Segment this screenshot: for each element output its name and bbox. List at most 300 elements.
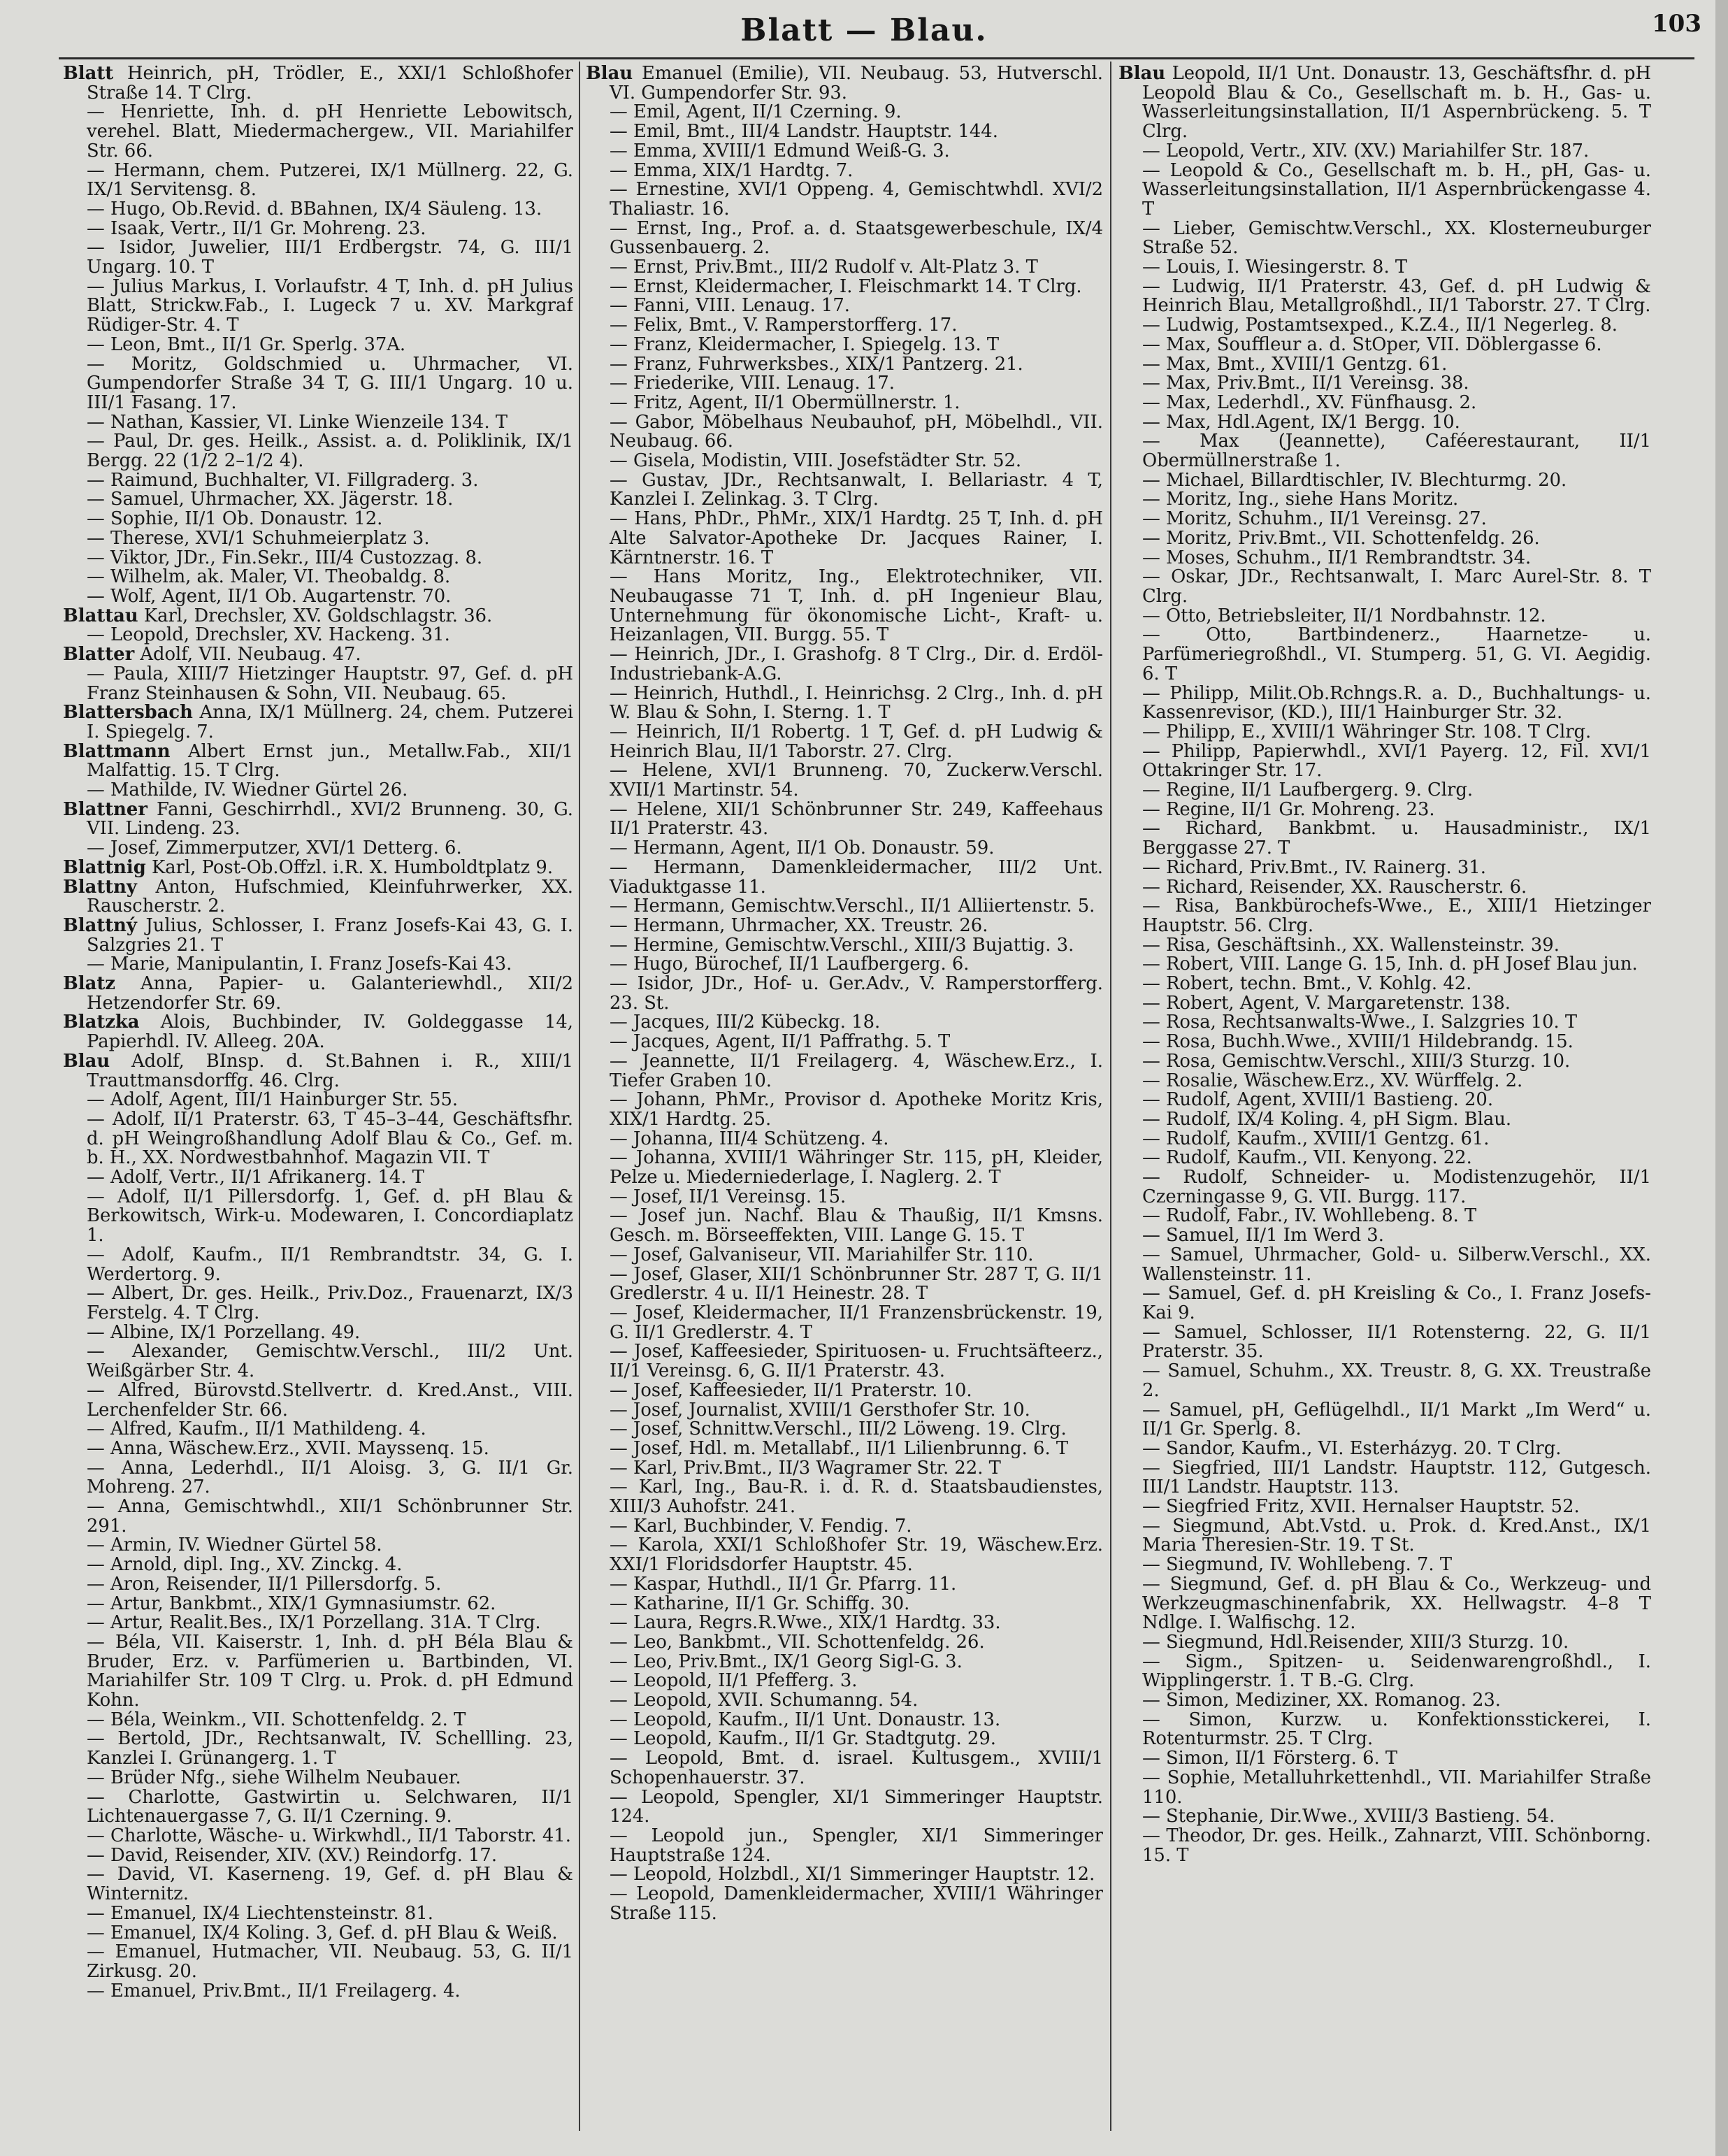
page-header-title: Blatt — Blau. bbox=[740, 13, 988, 48]
directory-entry bbox=[1118, 1497, 1651, 1517]
directory-entry bbox=[586, 452, 1103, 471]
entry-text: Emanuel, Hutmacher, VII. Neubaug. 53, G. II/1 Zirkusg. 20. bbox=[87, 1941, 573, 1982]
surname-heading: Blau bbox=[586, 64, 633, 84]
entry-text: Otto, Betriebsleiter, II/1 Nordbahnstr. 12. bbox=[1166, 605, 1546, 626]
directory-entry bbox=[586, 1711, 1103, 1730]
entry-text: Hugo, Ob.Revid. d. BBahnen, IX/4 Säuleng. 13. bbox=[110, 198, 542, 220]
entry-text: Emil, Agent, II/1 Czerning. 9. bbox=[633, 101, 902, 123]
entry-text: Raimund, Buchhalter, VI. Fillgraderg. 3. bbox=[110, 469, 479, 491]
directory-entry bbox=[1118, 510, 1651, 529]
directory-entry bbox=[63, 1052, 573, 1091]
directory-entry bbox=[1118, 471, 1651, 491]
entry-text: Leopold & Co., Gesellschaft m. b. H., pH, Gas- u. Wasserleitungsinstallation, II/1 Aspernbrückengasse 4. T bbox=[1142, 159, 1651, 220]
directory-entry bbox=[63, 355, 573, 413]
entry-text: Kaspar, Huthdl., II/1 Gr. Pfarrg. 11. bbox=[633, 1573, 957, 1595]
directory-entry bbox=[586, 975, 1103, 1013]
entry-text: Robert, techn. Bmt., V. Kohlg. 42. bbox=[1166, 973, 1472, 995]
surname-heading: Blau bbox=[63, 1050, 110, 1072]
directory-entry bbox=[1118, 275, 1651, 317]
entry-text: Emma, XIX/1 Hardtg. 7. bbox=[633, 159, 854, 181]
surname-heading: Blattau bbox=[63, 605, 138, 626]
directory-entry bbox=[63, 1555, 573, 1575]
entry-text: Rosa, Rechtsanwalts-Wwe., I. Salzgries 10. T bbox=[1166, 1012, 1578, 1033]
directory-entry bbox=[586, 1304, 1103, 1342]
entry-text: Simon, Mediziner, XX. Romanog. 23. bbox=[1166, 1690, 1502, 1711]
directory-entry bbox=[586, 723, 1103, 761]
entry-text: Béla, Weinkm., VII. Schottenfeldg. 2. T bbox=[110, 1709, 466, 1730]
directory-entry bbox=[586, 761, 1103, 800]
directory-entry bbox=[1118, 1323, 1651, 1362]
directory-entry bbox=[586, 1459, 1103, 1479]
entry-text: Siegmund, Abt.Vstd. u. Prok. d. Kred.Anst., IX/1 Maria Theresien-Str. 19. T St. bbox=[1142, 1515, 1651, 1556]
entry-text: Emanuel, IX/4 Koling. 3, Gef. d. pH Blau & Weiß. bbox=[110, 1922, 558, 1943]
directory-entry bbox=[586, 374, 1103, 394]
entry-text: Anna, IX/1 Müllnerg. 24, chem. Putzerei I. Spiegelg. 7. bbox=[87, 702, 573, 742]
directory-entry bbox=[63, 471, 573, 491]
directory-entry bbox=[586, 275, 1103, 297]
entry-text: Bertold, JDr., Rechtsanwalt, IV. Schellling. 23, Kanzlei I. Grünangerg. 1. T bbox=[87, 1728, 573, 1769]
directory-entry bbox=[63, 200, 573, 220]
entry-text: Karl, Ing., Bau-R. i. d. R. d. Staatsbaudienstes, XIII/3 Auhofstr. 241. bbox=[610, 1476, 1103, 1518]
entry-text: Samuel, pH, Geflügelhdl., II/1 Markt „Im Werd“ u. II/1 Gr. Sperlg. 8. bbox=[1142, 1399, 1651, 1440]
entry-text: Gabor, Möbelhaus Neubauhof, pH, Möbelhdl., VII. Neubaug. 66. bbox=[610, 411, 1103, 452]
entry-text: Fanni, VIII. Lenaug. 17. bbox=[633, 295, 850, 317]
directory-entry bbox=[1118, 1691, 1651, 1711]
entry-text: Samuel, Uhrmacher, XX. Jägerstr. 18. bbox=[110, 489, 454, 510]
directory-entry bbox=[1118, 1110, 1651, 1130]
entry-text: Sophie, Metalluhrkettenhdl., VII. Mariahilfer Straße 110. bbox=[1142, 1767, 1651, 1808]
directory-entry bbox=[1118, 858, 1651, 878]
entry-text: Anna, Lederhdl., II/1 Aloisg. 3, G. II/1 Gr. Mohreng. 27. bbox=[87, 1457, 573, 1498]
entry-text: Alexander, Gemischtw.Verschl., III/2 Unt. Weißgärber Str. 4. bbox=[87, 1341, 573, 1382]
directory-entry bbox=[63, 161, 573, 200]
directory-entry bbox=[1118, 217, 1651, 259]
entry-text: Regine, II/1 Gr. Mohreng. 23. bbox=[1166, 798, 1435, 820]
entry-text: Siegfried Fritz, XVII. Hernalser Hauptstr. 52. bbox=[1166, 1496, 1580, 1518]
entry-text: Henriette, Inh. d. pH Henriette Lebowitsch, verehel. Blatt, Miedermachergew., VII. Mariahilfer Str. 66. bbox=[87, 101, 573, 161]
entry-text: Franz, Kleidermacher, I. Spiegelg. 13. T bbox=[633, 333, 1000, 355]
directory-entry bbox=[586, 1517, 1103, 1537]
directory-entry bbox=[586, 955, 1103, 975]
surname-heading: Blattner bbox=[63, 798, 147, 820]
directory-entry bbox=[63, 1013, 573, 1051]
entry-text: Josef, II/1 Vereinsg. 15. bbox=[633, 1186, 847, 1207]
directory-entry bbox=[1118, 161, 1651, 220]
directory-entry bbox=[63, 1633, 573, 1711]
entry-text: Hermann, Damenkleidermacher, III/2 Unt. Viaduktgasse 11. bbox=[610, 856, 1103, 898]
entry-text: Jacques, Agent, II/1 Paffrathg. 5. T bbox=[633, 1031, 951, 1053]
directory-entry bbox=[586, 1439, 1103, 1459]
entry-text: Emanuel, IX/4 Liechtensteinstr. 81. bbox=[110, 1902, 433, 1924]
entry-text: Karl, Priv.Bmt., II/3 Wagramer Str. 22. T bbox=[633, 1457, 1001, 1479]
entry-text: Max (Jeannette), Caféerestaurant, II/1 Obermüllnerstraße 1. bbox=[1142, 431, 1651, 472]
entry-text: Risa, Geschäftsinh., XX. Wallensteinstr. 39. bbox=[1166, 934, 1560, 956]
entry-text: Siegmund, IV. Wohllebeng. 7. T bbox=[1166, 1554, 1453, 1576]
directory-entry bbox=[63, 1904, 573, 1924]
directory-entry bbox=[1118, 258, 1651, 278]
directory-entry bbox=[63, 1865, 573, 1904]
directory-entry bbox=[586, 355, 1103, 375]
entry-text: Emil, Bmt., III/4 Landstr. Hauptstr. 144. bbox=[633, 121, 998, 143]
entry-text: Hermine, Gemischtw.Verschl., XIII/3 Bujattig. 3. bbox=[633, 934, 1074, 956]
directory-entry bbox=[63, 955, 573, 975]
entry-text: Heinrich, pH, Trödler, E., XXI/1 Schloßhofer Straße 14. T Clrg. bbox=[87, 64, 573, 103]
entry-text: Moritz, Priv.Bmt., VII. Schottenfeldg. 26. bbox=[1166, 527, 1540, 549]
directory-entry bbox=[586, 1149, 1103, 1187]
directory-entry bbox=[586, 1633, 1103, 1653]
entry-text: Wolf, Agent, II/1 Ob. Augartenstr. 70. bbox=[110, 585, 452, 607]
directory-entry bbox=[586, 936, 1103, 956]
entry-text: Regine, II/1 Laufbergerg. 9. Clrg. bbox=[1166, 779, 1474, 801]
directory-entry bbox=[1118, 1711, 1651, 1749]
directory-entry bbox=[1118, 1575, 1651, 1633]
directory-entry bbox=[63, 1284, 573, 1323]
entry-text: Samuel, II/1 Im Werd 3. bbox=[1166, 1225, 1384, 1246]
directory-entry bbox=[586, 316, 1103, 336]
directory-entry bbox=[1118, 1807, 1651, 1827]
directory-entry bbox=[63, 432, 573, 470]
entry-text: Leopold, II/1 Pfefferg. 3. bbox=[633, 1670, 858, 1692]
directory-entry bbox=[586, 1827, 1103, 1865]
directory-entry bbox=[63, 645, 573, 665]
entry-text: Leopold, Bmt. d. israel. Kultusgem., XVIII/1 Schopenhauerstr. 37. bbox=[610, 1748, 1103, 1788]
entry-text: Adolf, II/1 Pillersdorfg. 1, Gef. d. pH Blau & Berkowitsch, Wirk-u. Modewaren, I. Concordiaplatz 1. bbox=[87, 1186, 573, 1246]
directory-entry bbox=[1118, 1013, 1651, 1033]
entry-text: Helene, XII/1 Schönbrunner Str. 249, Kaffeehaus II/1 Praterstr. 43. bbox=[610, 798, 1103, 840]
directory-entry bbox=[586, 1265, 1103, 1304]
directory-entry bbox=[63, 1323, 573, 1343]
directory-entry bbox=[1118, 64, 1651, 142]
directory-entry bbox=[63, 781, 573, 800]
directory-entry bbox=[63, 1827, 573, 1846]
entry-text: Katharine, II/1 Gr. Schiffg. 30. bbox=[633, 1593, 910, 1614]
entry-text: Max, Bmt., XVIII/1 Gentzg. 61. bbox=[1166, 353, 1448, 375]
entry-text: Moses, Schuhm., II/1 Rembrandtstr. 34. bbox=[1166, 547, 1532, 568]
entry-text: Emma, XVIII/1 Edmund Weiß-G. 3. bbox=[633, 140, 950, 161]
directory-entry bbox=[63, 1381, 573, 1420]
entry-text: Leopold, Vertr., XIV. (XV.) Mariahilfer Str. 187. bbox=[1166, 140, 1590, 161]
directory-entry bbox=[586, 568, 1103, 645]
entry-text: Rudolf, IX/4 Koling. 4, pH Sigm. Blau. bbox=[1166, 1108, 1512, 1130]
entry-text: Alfred, Bürovstd.Stellvertr. d. Kred.Anst., VIII. Lerchenfelder Str. 66. bbox=[87, 1379, 573, 1421]
directory-entry bbox=[63, 510, 573, 529]
entry-text: Ernestine, XVI/1 Oppeng. 4, Gemischtwhdl. XVI/2 Thaliastr. 16. bbox=[610, 179, 1103, 220]
directory-entry bbox=[586, 217, 1103, 259]
directory-entry bbox=[586, 1013, 1103, 1033]
directory-entry bbox=[63, 568, 573, 587]
directory-entry bbox=[1118, 1246, 1651, 1284]
entry-text: Paula, XIII/7 Hietzinger Hauptstr. 97, Gef. d. pH Franz Steinhausen & Sohn, VII. Neubaug. 65. bbox=[87, 663, 573, 704]
directory-entry bbox=[586, 1885, 1103, 1923]
directory-entry bbox=[1118, 1052, 1651, 1072]
entry-text: Adolf, Vertr., II/1 Afrikanerg. 14. T bbox=[110, 1167, 424, 1188]
entry-text: Friederike, VIII. Lenaug. 17. bbox=[633, 373, 895, 394]
entry-text: Anton, Hufschmied, Kleinfuhrwerker, XX. Rauscherstr. 2. bbox=[87, 876, 573, 917]
directory-entry bbox=[586, 258, 1103, 278]
entry-text: Ludwig, II/1 Praterstr. 43, Gef. d. pH Ludwig & Heinrich Blau, Metallgroßhdl., II/1 Taborstr. 27. T Clrg. bbox=[1142, 275, 1651, 317]
directory-entry bbox=[63, 1575, 573, 1595]
entry-text: Emanuel, Priv.Bmt., II/1 Freilagerg. 4. bbox=[110, 1980, 461, 2002]
directory-entry bbox=[63, 1711, 573, 1730]
entry-text: David, VI. Kaserneng. 19, Gef. d. pH Blau & Winternitz. bbox=[87, 1864, 573, 1905]
directory-entry bbox=[63, 665, 573, 703]
entry-text: Artur, Realit.Bes., IX/1 Porzellang. 31A. T Clrg. bbox=[110, 1612, 541, 1634]
surname-heading: Blau bbox=[1118, 64, 1166, 84]
entry-text: Josef, Galvaniseur, VII. Mariahilfer Str. 110. bbox=[633, 1244, 1034, 1265]
directory-entry bbox=[1118, 819, 1651, 858]
directory-entry bbox=[586, 1130, 1103, 1149]
entry-text: Fanni, Geschirrhdl., XVI/2 Brunneng. 30, G. VII. Lindeng. 23. bbox=[87, 798, 573, 840]
directory-entry bbox=[586, 64, 1103, 103]
directory-entry bbox=[63, 529, 573, 549]
directory-entry bbox=[586, 161, 1103, 181]
directory-entry bbox=[63, 1246, 573, 1284]
directory-entry bbox=[63, 217, 573, 239]
entry-text: Albine, IX/1 Porzellang. 49. bbox=[110, 1321, 361, 1343]
directory-entry bbox=[63, 413, 573, 433]
directory-entry bbox=[1118, 568, 1651, 606]
directory-entry bbox=[586, 1188, 1103, 1207]
directory-entry bbox=[63, 742, 573, 781]
entry-text: Josef, Glaser, XII/1 Schönbrunner Str. 287 T, G. II/1 Gredlerstr. 4 u. II/1 Heinestr. 28. T bbox=[610, 1263, 1103, 1305]
entry-text: Artur, Bankbmt., XIX/1 Gymnasiumstr. 62. bbox=[110, 1593, 496, 1614]
entry-text: Johann, PhMr., Provisor d. Apotheke Moritz Kris, XIX/1 Hardtg. 25. bbox=[610, 1089, 1103, 1130]
directory-entry bbox=[586, 1381, 1103, 1401]
directory-entry bbox=[63, 607, 573, 626]
entry-text: Viktor, JDr., Fin.Sekr., III/4 Custozzag. 8. bbox=[110, 547, 483, 568]
directory-entry bbox=[1118, 1362, 1651, 1400]
entry-text: Siegfried, III/1 Landstr. Hauptstr. 112, Gutgesch. III/1 Landstr. Hauptstr. 113. bbox=[1142, 1457, 1651, 1498]
directory-entry bbox=[63, 238, 573, 277]
directory-entry bbox=[586, 333, 1103, 355]
entry-text: Josef, Kaffeesieder, Spirituosen- u. Fruchtsäfteerz., II/1 Vereinsg. 6, G. II/1 Praterstr. 43. bbox=[610, 1341, 1103, 1382]
entry-text: Isidor, Juwelier, III/1 Erdbergstr. 74, G. III/1 Ungarg. 10. T bbox=[87, 237, 573, 278]
entry-text: Leopold, II/1 Unt. Donaustr. 13, Geschäftsfhr. d. pH Leopold Blau & Co., Gesellschaft m. b. H., Gas- u. Wasserleitungsinstallation, II/1 Aspernbrückeng. 5. T Clrg. bbox=[1142, 64, 1651, 143]
directory-entry bbox=[1118, 1653, 1651, 1691]
directory-entry bbox=[1118, 684, 1651, 723]
directory-entry bbox=[1118, 1091, 1651, 1110]
entry-text: Hermann, chem. Putzerei, IX/1 Müllnerg. 22, G. IX/1 Servitensg. 8. bbox=[87, 159, 573, 201]
directory-entry bbox=[63, 1614, 573, 1633]
entry-text: Max, Souffleur a. d. StOper, VII. Döblergasse 6. bbox=[1166, 333, 1602, 355]
entry-text: Aron, Reisender, II/1 Pillersdorfg. 5. bbox=[110, 1573, 442, 1595]
entry-text: Ernst, Kleidermacher, I. Fleischmarkt 14. T Clrg. bbox=[633, 275, 1082, 297]
directory-entry bbox=[1118, 1517, 1651, 1555]
entry-text: Nathan, Kassier, VI. Linke Wienzeile 134. T bbox=[110, 411, 508, 433]
directory-entry bbox=[1118, 391, 1651, 413]
entry-text: Adolf, Kaufm., II/1 Rembrandtstr. 34, G. I. Werdertorg. 9. bbox=[87, 1244, 573, 1285]
entry-text: Leon, Bmt., II/1 Gr. Sperlg. 37A. bbox=[110, 333, 406, 355]
directory-entry bbox=[1118, 607, 1651, 626]
directory-entry bbox=[1118, 413, 1651, 433]
directory-entry bbox=[1118, 490, 1651, 510]
entry-text: Albert Ernst jun., Metallw.Fab., XII/1 Malfattig. 15. T Clrg. bbox=[87, 740, 573, 782]
entry-text: Johanna, XVIII/1 Währinger Str. 115, pH, Kleider, Pelze u. Miederniederlage, I. Naglerg. 2. T bbox=[610, 1147, 1103, 1188]
directory-entry bbox=[1118, 1207, 1651, 1226]
directory-entry bbox=[63, 1168, 573, 1188]
directory-entry bbox=[63, 1769, 573, 1788]
entry-text: Adolf, Agent, III/1 Hainburger Str. 55. bbox=[110, 1089, 459, 1111]
directory-entry bbox=[63, 1439, 573, 1459]
entry-text: Hans, PhDr., PhMr., XIX/1 Hardtg. 25 T, Inh. d. pH Alte Salvator-Apotheke Dr. Jacques Rainer, I. Kärntnerstr. 16. T bbox=[610, 508, 1103, 568]
directory-entry bbox=[586, 1691, 1103, 1711]
entry-text: Richard, Priv.Bmt., IV. Rainerg. 31. bbox=[1166, 856, 1486, 878]
directory-entry bbox=[586, 296, 1103, 316]
directory-entry bbox=[1118, 142, 1651, 161]
directory-entry bbox=[1118, 800, 1651, 820]
entry-text: Leopold jun., Spengler, XI/1 Simmeringer Hauptstraße 124. bbox=[610, 1825, 1103, 1866]
directory-entry bbox=[1118, 975, 1651, 994]
directory-entry bbox=[1118, 1769, 1651, 1807]
directory-entry bbox=[63, 1188, 573, 1246]
directory-entry bbox=[1118, 742, 1651, 781]
directory-entry bbox=[1118, 374, 1651, 394]
directory-entry bbox=[586, 1865, 1103, 1885]
directory-entry bbox=[1118, 1284, 1651, 1323]
directory-entry bbox=[63, 549, 573, 568]
entry-text: Moritz, Goldschmied u. Uhrmacher, VI. Gumpendorfer Straße 34 T, G. III/1 Ungarg. 10 u. III/1 Fasang. 17. bbox=[87, 353, 573, 413]
entry-text: Leopold, Kaufm., II/1 Unt. Donaustr. 13. bbox=[633, 1709, 1001, 1730]
entry-text: Johanna, III/4 Schützeng. 4. bbox=[633, 1128, 889, 1149]
entry-text: Adolf, VII. Neubaug. 47. bbox=[140, 644, 361, 666]
entry-text: Lieber, Gemischtw.Verschl., XX. Klosterneuburger Straße 52. bbox=[1142, 217, 1651, 259]
entry-text: Josef, Kaffeesieder, II/1 Praterstr. 10. bbox=[633, 1379, 972, 1401]
directory-entry bbox=[1118, 1633, 1651, 1653]
entry-text: Albert, Dr. ges. Heilk., Priv.Doz., Frauenarzt, IX/3 Ferstelg. 4. T Clrg. bbox=[87, 1283, 573, 1323]
directory-entry bbox=[1118, 1226, 1651, 1246]
entry-text: Richard, Bankbmt. u. Hausadministr., IX/1 Berggasse 27. T bbox=[1142, 818, 1651, 859]
entry-text: Josef jun. Nachf. Blau & Thaußig, II/1 Kmsns. Gesch. m. Börseeffekten, VIII. Lange G. 15. T bbox=[610, 1205, 1103, 1246]
entry-text: Richard, Reisender, XX. Rauscherstr. 6. bbox=[1166, 876, 1527, 898]
entry-text: Leopold, Drechsler, XV. Hackeng. 31. bbox=[110, 624, 450, 646]
directory-entry bbox=[63, 878, 573, 917]
page-number: 103 bbox=[1652, 10, 1701, 38]
entry-text: Sandor, Kaufm., VI. Esterházyg. 20. T Clrg. bbox=[1166, 1437, 1562, 1459]
directory-entry bbox=[1118, 1130, 1651, 1149]
directory-entry bbox=[63, 103, 573, 161]
entry-text: David, Reisender, XIV. (XV.) Reindorfg. 17. bbox=[110, 1844, 498, 1866]
entry-text: Louis, I. Wiesingerstr. 8. T bbox=[1166, 257, 1408, 278]
entry-text: Rosa, Buchh.Wwe., XVIII/1 Hildebrandg. 15. bbox=[1166, 1031, 1574, 1053]
directory-entry bbox=[586, 1536, 1103, 1574]
entry-text: Jeannette, II/1 Freilagerg. 4, Wäschew.Erz., I. Tiefer Graben 10. bbox=[610, 1050, 1103, 1091]
entry-text: Rudolf, Kaufm., XVIII/1 Gentzg. 61. bbox=[1166, 1128, 1490, 1149]
directory-entry bbox=[586, 839, 1103, 858]
directory-entry bbox=[586, 510, 1103, 568]
directory-entry bbox=[1118, 878, 1651, 898]
directory-entry bbox=[586, 471, 1103, 510]
surname-heading: Blattny bbox=[63, 876, 137, 898]
directory-entry bbox=[63, 1846, 573, 1866]
directory-entry bbox=[1118, 355, 1651, 375]
directory-entry bbox=[63, 800, 573, 839]
directory-entry bbox=[586, 1749, 1103, 1788]
entry-text: Simon, Kurzw. u. Konfektionsstickerei, I. Rotenturmstr. 25. T Clrg. bbox=[1142, 1709, 1651, 1750]
column-2 bbox=[586, 64, 1103, 2134]
directory-entry bbox=[586, 858, 1103, 897]
directory-entry bbox=[586, 391, 1103, 413]
directory-entry bbox=[586, 1653, 1103, 1672]
entry-text: Hugo, Bürochef, II/1 Laufbergerg. 6. bbox=[633, 954, 970, 975]
directory-entry bbox=[1118, 1459, 1651, 1497]
directory-entry bbox=[586, 684, 1103, 723]
entry-text: Philipp, E., XVIII/1 Währinger Str. 108. T Clrg. bbox=[1166, 721, 1592, 742]
entry-text: Béla, VII. Kaiserstr. 1, Inh. d. pH Béla Blau & Bruder, Erz. v. Parfümerien u. Bartbinden, VI. Mariahilfer Str. 109 T Clrg. u. Prok. d. pH Edmund Kohn. bbox=[87, 1631, 573, 1711]
directory-entry bbox=[1118, 549, 1651, 568]
entry-text: Fritz, Agent, II/1 Obermüllnerstr. 1. bbox=[633, 391, 960, 413]
entry-text: Heinrich, II/1 Robertg. 1 T, Gef. d. pH Ludwig & Heinrich Blau, II/1 Taborstr. 27. Clrg. bbox=[610, 721, 1103, 762]
directory-entry bbox=[63, 1110, 573, 1168]
directory-entry bbox=[63, 275, 573, 336]
entry-text: Max, Lederhdl., XV. Fünfhausg. 2. bbox=[1166, 391, 1477, 413]
directory-entry bbox=[1118, 955, 1651, 975]
entry-text: Heinrich, Huthdl., I. Heinrichsg. 2 Clrg., Inh. d. pH W. Blau & Sohn, I. Sterng. 1. T bbox=[610, 682, 1103, 724]
directory-entry bbox=[586, 1730, 1103, 1749]
surname-heading: Blatt bbox=[63, 64, 114, 84]
directory-entry bbox=[586, 122, 1103, 142]
entry-text: Simon, II/1 Försterg. 6. T bbox=[1166, 1748, 1398, 1769]
directory-entry bbox=[586, 1595, 1103, 1614]
entry-text: Charlotte, Wäsche- u. Wirkwhdl., II/1 Taborstr. 41. bbox=[110, 1825, 571, 1846]
entry-text: Hermann, Agent, II/1 Ob. Donaustr. 59. bbox=[633, 838, 995, 859]
entry-text: Felix, Bmt., V. Ramperstorfferg. 17. bbox=[633, 315, 958, 336]
directory-entry bbox=[586, 1033, 1103, 1052]
surname-heading: Blatzka bbox=[63, 1012, 140, 1033]
directory-entry bbox=[63, 1091, 573, 1110]
surname-heading: Blattnig bbox=[63, 856, 146, 878]
entry-text: Robert, Agent, V. Margaretenstr. 138. bbox=[1166, 992, 1511, 1014]
page-edge-shadow bbox=[1715, 0, 1728, 2156]
entry-text: Adolf, II/1 Praterstr. 63, T 45–3–44, Geschäftsfhr. d. pH Weingroßhandlung Adolf Blau & Co., Gef. m. b. H., XX. Nordwestbahnhof. Magazin VII. T bbox=[87, 1108, 573, 1169]
directory-entry bbox=[1118, 1072, 1651, 1091]
directory-entry bbox=[586, 645, 1103, 684]
entry-text: Heinrich, JDr., I. Grashofg. 8 T Clrg., Dir. d. Erdöl-Industriebank-A.G. bbox=[610, 644, 1103, 684]
entry-text: Rosa, Gemischtw.Verschl., XIII/3 Sturzg. 10. bbox=[1166, 1050, 1571, 1072]
column-divider bbox=[1110, 62, 1111, 2131]
entry-text: Samuel, Schlosser, II/1 Rotensterng. 22, G. II/1 Praterstr. 35. bbox=[1142, 1321, 1651, 1363]
entry-text: Otto, Bartbindenerz., Haarnetze- u. Parfümeriegroßhdl., VI. Stumperg. 51, G. VI. Aegidig. 6. T bbox=[1142, 624, 1651, 684]
entry-text: Sophie, II/1 Ob. Donaustr. 12. bbox=[110, 508, 383, 530]
directory-entry bbox=[63, 1730, 573, 1768]
entry-text: Jacques, III/2 Kübeckg. 18. bbox=[633, 1012, 881, 1033]
entry-text: Leo, Priv.Bmt., IX/1 Georg Sigl-G. 3. bbox=[633, 1651, 963, 1672]
entry-text: Isaak, Vertr., II/1 Gr. Mohreng. 23. bbox=[110, 217, 426, 239]
directory-entry bbox=[586, 1672, 1103, 1691]
entry-text: Leopold, XVII. Schumanng. 54. bbox=[633, 1690, 919, 1711]
entry-text: Josef, Kleidermacher, II/1 Franzensbrückenstr. 19, G. II/1 Gredlerstr. 4. T bbox=[610, 1302, 1103, 1343]
entry-text: Karl, Post-Ob.Offzl. i.R. X. Humboldtplatz 9. bbox=[151, 856, 554, 878]
directory-entry bbox=[586, 897, 1103, 917]
surname-heading: Blattný bbox=[63, 914, 137, 936]
entry-text: Anna, Wäschew.Erz., XVII. Mayssenq. 15. bbox=[110, 1437, 489, 1459]
entry-text: Franz, Fuhrwerksbes., XIX/1 Pantzerg. 21. bbox=[633, 353, 1023, 375]
directory-entry bbox=[63, 587, 573, 607]
entry-text: Josef, Zimmerputzer, XVI/1 Detterg. 6. bbox=[110, 838, 462, 859]
directory-entry bbox=[586, 103, 1103, 122]
entry-text: Alois, Buchbinder, IV. Goldeggasse 14, Papierhdl. IV. Alleeg. 20A. bbox=[87, 1012, 573, 1053]
entry-text: Marie, Manipulantin, I. Franz Josefs-Kai 43. bbox=[110, 954, 512, 975]
directory-entry bbox=[1118, 936, 1651, 956]
entry-text: Karl, Buchbinder, V. Fendig. 7. bbox=[633, 1515, 912, 1537]
entry-text: Helene, XVI/1 Brunneng. 70, Zuckerw.Verschl. XVII/1 Martinstr. 54. bbox=[610, 760, 1103, 801]
directory-entry bbox=[586, 1575, 1103, 1595]
entry-text: Leopold, Spengler, XI/1 Simmeringer Hauptstr. 124. bbox=[610, 1786, 1103, 1827]
directory-entry bbox=[63, 839, 573, 858]
directory-entry bbox=[586, 1246, 1103, 1265]
entry-text: Risa, Bankbürochefs-Wwe., E., XIII/1 Hietzinger Hauptstr. 56. Clrg. bbox=[1142, 896, 1651, 936]
surname-heading: Blattersbach bbox=[63, 702, 193, 724]
entry-text: Leo, Bankbmt., VII. Schottenfeldg. 26. bbox=[633, 1631, 985, 1653]
